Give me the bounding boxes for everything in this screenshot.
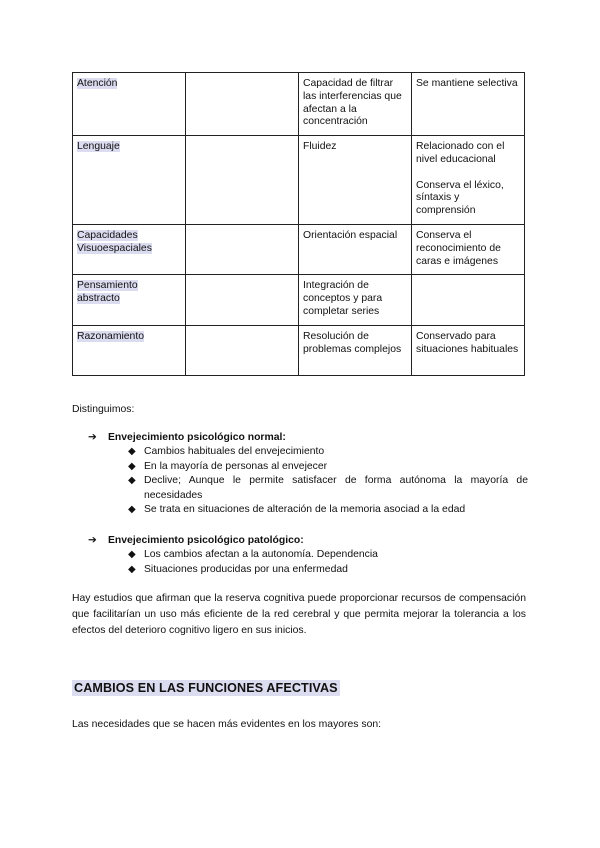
change-cell: Integración de conceptos y para completar series [299,275,412,325]
note-cell: Conserva el reconocimiento de caras e imágenes [412,224,525,274]
function-label: Atención [77,78,118,89]
diamond-bullet-icon: ◆ [128,475,136,487]
diamond-bullet-icon: ◆ [128,504,136,516]
empty-cell [186,73,299,136]
table-row [73,224,525,274]
list-item: ◆ Los cambios afectan a la autonomía. Dependencia [128,548,528,563]
note-cell: Se mantiene selectiva [412,73,525,136]
table-row [73,325,525,375]
change-cell: Orientación espacial [299,224,412,274]
function-cell [73,73,186,136]
diamond-bullet-icon: ◆ [128,446,136,457]
note-cell: Relacionado con el nivel educacional Conserva el léxico, síntaxis y comprensión [412,136,525,225]
function-cell [73,136,186,225]
diamond-bullet-icon: ◆ [128,549,136,560]
list-item: ◆ Declive; Aunque le permite satisfacer de forma autónoma la mayoría de necesidades [128,474,528,503]
normal-aging-title: Envejecimiento psicológico normal: [108,432,286,443]
list-item: ◆ Situaciones producidas por una enfermedad [128,563,528,578]
function-cell [73,275,186,325]
normal-aging-list [88,445,528,518]
arrow-icon: ➔ [88,535,97,546]
list-item: ◆ En la mayoría de personas al envejecer [128,460,528,475]
change-cell: Fluidez [299,136,412,225]
function-cell [73,325,186,375]
table-row [73,275,525,325]
table-row [73,73,525,136]
function-label: Lenguaje [77,141,120,153]
table-row [73,136,525,225]
diamond-bullet-icon: ◆ [128,563,136,575]
note-cell: Conservado para situaciones habituales [412,325,525,375]
diamond-bullet-icon: ◆ [128,460,136,472]
pathological-aging-list [88,548,528,577]
empty-cell [186,224,299,274]
intro-text: Distinguimos: [72,404,135,415]
function-label: Capacidades Visuoespaciales [77,229,152,254]
normal-aging-section [88,430,528,518]
pathological-aging-section [88,533,528,577]
list-item: ◆ Se trata en situaciones de alteración de la memoria asociad a la edad [128,503,528,518]
empty-cell [186,325,299,375]
empty-cell [186,275,299,325]
empty-cell [186,136,299,225]
cognitive-functions-table [72,72,525,376]
function-label: Pensamiento abstracto [77,280,138,305]
function-cell [73,224,186,274]
function-label: Razonamiento [77,330,145,342]
note-cell [412,275,525,325]
change-cell: Capacidad de filtrar las interferencias que afectan a la concentración [299,73,412,136]
arrow-icon: ➔ [88,432,97,443]
change-cell: Resolución de problemas complejos [299,325,412,375]
section-heading: CAMBIOS EN LAS FUNCIONES AFECTIVAS [74,681,338,695]
closing-text: Las necesidades que se hacen más evidentes en los mayores son: [72,719,382,730]
pathological-aging-title: Envejecimiento psicológico patológico: [108,535,304,546]
list-item: ◆ Cambios habituales del envejecimiento [128,445,528,460]
reserve-paragraph: Hay estudios que afirman que la reserva cognitiva puede proporcionar recursos de compensación que facilitarían un uso más eficiente de la red cerebral y que permita mejorar la tolerancia a los efectos del deterioro cognitivo ligero en sus inicios. [72,593,526,636]
